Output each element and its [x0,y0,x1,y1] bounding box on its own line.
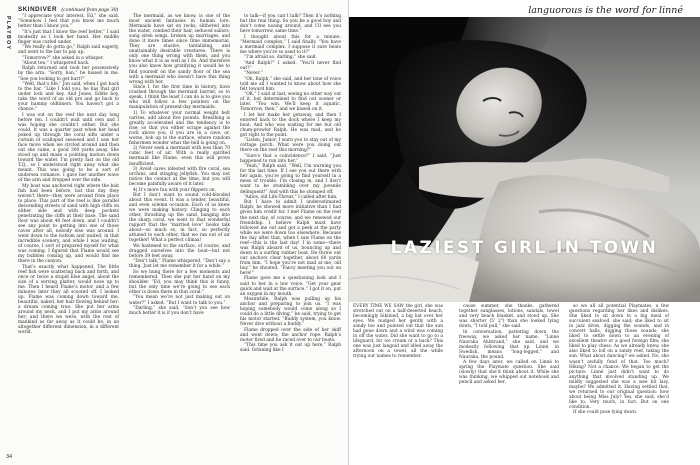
paragraph: “Oh, Ralph,” she said, and her tone of voice told me all I wanted to know about how she felt toward him. [240,76,341,92]
paragraph: “Never.” [244,71,263,77]
right-column-1 [353,304,443,360]
page-number: 34 [6,454,13,460]
paragraph: The mermaid, as we know, is one of the most ancient fantasies in human lore. Mermaids have sat on rocks, slithered into the water, combed their hair, seduced sailors, sung siren songs, broken up marriages, and done it more times since time immemorial. They are elusive, tantalizing, and unattainably desirable creatures. There is only one thing wrong with them, and you know what it is as well as I do. And therefore you also know how gratifying it would be to find yourself on the sandy floor of the sea with a mermaid who doesn’t have this thing wrong with her. [129,14,230,85]
pinup-photo-graphic [349,17,700,302]
left-column-3 [240,14,341,354]
paragraph: “This time you ask it out up here,” Ralph said. Grinning like I [240,343,341,354]
paragraph: I let her make her getaway, and then I entered back to the dock where I keep my boat. And who was waiting for me but old chum-prowler Ralph. He was mad, and he got right to the point. [240,112,341,138]
right-column-2 [459,304,559,386]
paragraph: I thought about this for a minute. “Mermaid complex,” I said finally. “You have a mermaid complex. I suppose it sure beats me where you’re so used to it?” [240,34,341,55]
paragraph: Meanwhile, Ralph was pulling up his anchor and preparing to join us. “I was hoping somebody would come along so I could do a little diving,” he said, trying to get his motor started. “Buddy system, you know. Never dive without a buddy.” [240,297,341,328]
running-head [18,6,118,13]
pinup-photo [349,17,700,302]
running-head-continuation: (continued from page 30) [61,7,119,13]
paragraph: But I don’t want to sound cold-blooded about this event. It was a tender, beautiful, and even solemn occasion. Each of us knew we were making history. Clinging to each other, thrashing up the sand, banging into the sharp coral, we went to that wonderful rapport that the “married love” books talk about—so much so, in fact, so perfectly attuned to each other, that we ran out of air together! What a perfect climax! [129,192,230,244]
paragraph: But I have to admit I underestimated Ralph; he showed more initiative than I had given him credit for. I met Flame on the reef the next day, of course, and we renewed our friendship. I believe Ralph must have followed me out and got a peek at the party while we were down too elsewhere. Because the day after that, when I saw Flame on the reef—this is the last day! I in some—there was Ralph aboard of us, bouncing up and down in a surfing rubber boat. He threw out our anchors clear together, about 60 yards from him. “I hope you’re not mad at me, old boy.” he shouted. “Fancy meeting you out on here!” [240,200,341,277]
paragraph: “I appreciate your interest, Ed,” she said. “Somehow I feel that you know me much better than I know you.” [18,14,119,30]
right-column-3 [569,304,669,416]
paragraph: EVERY TIME WE SAW the girl, she was stretched out on a half-deserted beach, becomingly bikinied, a big hat over her eyes. We nudged her gently with a sandy toe and pointed out that the sun had gone down and a wind was coming in off the water. Did she want to go to a lifeguard, for ice cream or a back? This one was just languid and idled away the afternoon on a towel, all the while trying our names to remember. [353,304,443,360]
paragraph: My boat was anchored right where the bait fish had been before, but this day they weren’t there—they were around from place to place. This part of the reef is like parallel descending streets of sand with high cliffs on either side and with deep pockets penetrating the cliffs at their base. The sand floor was about 40 feet down, and I couldn’t see any point to getting into one of those caves after all, nobody else was around. I went down to the bottom and waited, in that incredible scenery, and while I was waiting, of course, I sort of prepared myself for what was coming. I figured that Flame would see my bubbles coming up, and would find me there in the canyon. [18,183,119,265]
paragraph: “Well, that’s life,” Jon said, when I got back to the bar. “Like I told you, he has that girl under lock and key. And Jones, Eddie boy, take the word of an old pro and go back to your hammy oldtimers. You haven’t got a chance.” [18,81,119,113]
magazine-name: PLAYBOY [5,16,11,51]
left-column-1 [18,14,119,336]
paragraph: “It’s just that I know the reef better,” I said modestly as I took her hand. Her middle finger was curled under. [18,29,119,45]
running-head-title: SKINDIVER [18,6,58,13]
paragraph: “Don’t talk,” Flame whispered. “Don’t say a thing. Just let me remember it for a while.” [129,259,230,270]
paragraph: “I’m afraid so, darling,” she said. [244,55,317,61]
paragraph: “Darling,” she said, “don’t you see how much better it is if you don’t have [129,305,230,317]
paragraph: Ralph returned and took her possessively by the arm. “Sorry, hon,” he hissed in me. “See you looking to get hurt?” [18,66,119,82]
paragraph: “Listen, Junior, I warn you to stay out of my cottage porch. What were you doing out there on the reef this morning?” [240,138,341,154]
paragraph: 3) Avoid caves infested with fire coral, sea urchins, and stinging jellyfish. You may not notice the contact at the time, but you will become painfully aware of it later. [129,166,230,188]
paragraph: So we hung there for a few moments and remembered. Then she put her hand on my shoulder. “Ed, you may think this is funny, but the only time we’re going to see each other is down there in that coral.” [129,269,230,296]
tagline: languorous is the word for linné [528,5,683,16]
paragraph: “About ten,” I whispered back. [22,60,90,66]
paragraph: “Sure’s that a coincidence?” I said. “Just happened to run into her.” [240,153,341,164]
paragraph: 1) To whatever your normal weight belt carries, add about five pounds. Breathing is greatly accelerated and the tendency is to rise; so that you either scrape against the rock above you, if you are in a cave, or, worse, bob up to the surface, where random fishermen wonder what the hell is going on. [129,110,230,146]
paragraph: “Yeah,” Ralph said. “Well, I’m warning you for the last time. If I see you out there with her again, you’re going to find yourself in a mess of trouble. I’m closing in, and I don’t want to be stumbling over my juvenile delinquent!” And with this he stomped off. [240,164,341,195]
paragraph: Flame dropped over the side of her skiff and went down; the anchor rope. Ralph’s motor fired and he raced over to our boats. [240,327,341,343]
paragraph: Flame gave me a questioning look and I said to her in a low voice. “Get your gear quick and wait at the surface.” I got it on, put an oxygen in my mouth. [240,276,341,297]
right-page [349,0,700,465]
left-column-2 [129,14,230,316]
paragraph: so we all all potential Playmates, a few questions regarding her likes and dislikes. She liked to sit down to a big meal of succulent seafood, she said; she liked to sit in jazz dives, digging the sounds, and in concert halls, digging those sounds; she liked to settle down to an evening of excellent theatre or a good foreign film; she liked to play chess. As we already knew, she also liked to loll on a sandy reef, taking the sun. What about dancing? we asked. No, she wasn’t awfully fond of that. Too much? Hiking? Not a chance. We began to get the picture: Linné just didn’t want to do anything that involved standing up. We mildly suggested she was a wee bit lazy, maybe? We admitted it. Having settled that, we returned to our original question: how about being Miss July? Yes, she said, she’d like to. Very much, in fact. But on one condition. [569,304,669,410]
paragraph: to talk—if you can’t talk? Then it’s nothing but the real thing. So you be a good boy and don’t come nosing around, and I’ll see you here tomorrow, same time.” [240,14,341,35]
paragraph: A few days later, we called on Linné to spring the Playmate question. She said (slowly) that she’d think about it. While she was thinking, we whipped out notebook and pencil and asked her, [459,360,559,386]
paragraph: cause summer, she thanks, gathered together sunglasses, lotions, sandals, towel and very beach blanket, and stood up. She was shorter (5' 2") than she looked lying down, “I told pull,” she said. [459,304,559,330]
paragraph: Since I, for the first time in history, have crashed through the mermaid barrier, so to speak, I think the least I can do is to give you who will follow a few pointers on the manipulation of present-day mermaids: [129,85,230,111]
paragraph: 4) It’s more fun with your flippers on. [133,187,216,193]
paragraph: We hastened to the surface, of course, and dragged ourselves into the boat—but not before 39 feet away. [129,243,230,259]
paragraph: “You mean we’re not just making out on water?” I asked. “But I want to talk to you.” [129,295,230,306]
paragraph: “OK,” I said at last, seeing no other way out of it, but determined to find out sooner or later. “You win. We’ll keep it aquatic. Tomorrow, then,” and we kissed on it. [240,92,341,113]
paragraph: “Adios, old Life-Threat,” I called after him. [244,194,338,200]
magazine-side-label [3,16,11,96]
paragraph: That’s exactly what happened. The little reef fish were scattering back and forth, and once or twice a stupid blue angel, about the size of a serving platter, would nose up to me. Then I heard Flame’s motor, and a few minutes later they all scooted off. I looked up. Flame was coming down toward me, beautiful, naked, her hair flowing behind her: a dream coming true. She put her arms around my neck, and I put my arms around her; and there we were, with the rest of mankind as far away as it could be, in an altogether different dimension, in a different world. [18,264,119,336]
paragraph: “We really do gotta go,” Ralph said eagerly, and went to the bar to pay up. [18,45,119,56]
paragraph: “Tomorrow?” she asked in a whisper. [22,55,104,61]
left-page [0,0,349,465]
paragraph: In conversation, pattering down the freeway, we asked her name. “Linné Nauraka Ahlstrand,” she said, and we modestly following that up. Linné, in Swedish, means “long-legged,” and Nauraka, the pound. [459,329,559,360]
paragraph: I was out on the reef the next day long before ten. I couldn’t wait until own and I was hoping she couldn’t either. But she could. It was a quarter past when her head poked up through the coral sifts under a curtain of scalloped seaweed and I saw her face move when we circled around and then out she came, a good 300 yards away. She stood up and made a pointing motion down toward the water. I’m pretty fast on the old T.Q., so I understood right away what she meant. This was going to be a sort of undersea romance. I gave her another wave of the arm and dropped over the side. [18,112,119,184]
article-title: LAZIEST GIRL IN TOWN [390,238,659,258]
paragraph: 2) Never seek a mermaid with less than 70 cubic feet of air. With a really spirited mermaid like Flame, even this will prove insufficient. [129,146,230,167]
paragraph: If she could pose lying down. [573,410,638,416]
paragraph: “And Ralph?” I asked. “You’ll never find out?” [240,60,341,71]
